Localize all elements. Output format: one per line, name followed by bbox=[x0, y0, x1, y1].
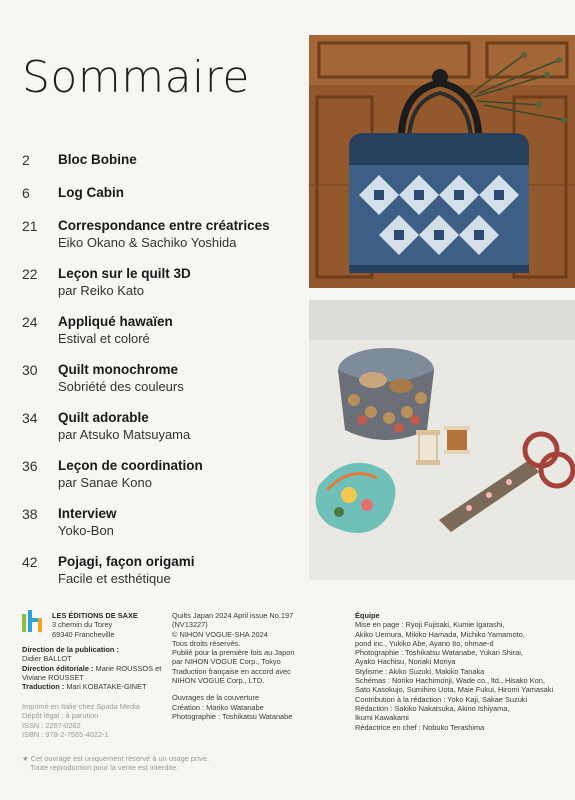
edition-line: Traduction française en accord avec bbox=[172, 666, 291, 676]
edition-line: par NIHON VOGUE Corp., Tokyo bbox=[172, 657, 281, 667]
usage-note bbox=[22, 754, 302, 773]
team-line: pond inc., Yukiko Abe, Ayano Ito, ohmae-d bbox=[355, 638, 494, 648]
toc-title: Log Cabin bbox=[58, 185, 124, 200]
toc-subtitle: par Atsuko Matsuyama bbox=[58, 427, 191, 442]
print-line: Imprimé en Italie chez Spada Media bbox=[22, 702, 140, 711]
team-line: Rédaction : Sakiko Nakatsuka, Akino Ishiyama, bbox=[355, 703, 510, 713]
toc-page-number: 30 bbox=[22, 362, 38, 378]
editorial-label: Direction éditoriale : bbox=[22, 663, 94, 673]
toc-subtitle: Eiko Okano & Sachiko Yoshida bbox=[58, 235, 237, 250]
print-line: ISSN : 2267-0262 bbox=[22, 720, 81, 730]
edition-line: Tous droits réservés. bbox=[172, 638, 241, 648]
publisher-address bbox=[52, 611, 172, 639]
toc-title: Leçon sur le quilt 3D bbox=[58, 266, 191, 281]
team-line: Stylisme : Akiko Suzuki, Makiko Tanaka bbox=[355, 666, 485, 676]
publication-staff bbox=[22, 645, 177, 691]
toc-subtitle: par Sanae Kono bbox=[58, 475, 152, 490]
toc-title: Leçon de coordination bbox=[58, 458, 203, 473]
toc-title: Correspondance entre créatrices bbox=[58, 218, 270, 233]
edition-line: NIHON VOGUE Corp., LTD. bbox=[172, 676, 265, 686]
translation-name: Mari KOBATAKE-GINET bbox=[66, 682, 147, 692]
publisher-name: LES ÉDITIONS DE SAXE bbox=[52, 611, 138, 620]
publisher-logo-icon bbox=[22, 610, 46, 632]
cover-title: Ouvrages de la couverture bbox=[172, 693, 260, 703]
sewing-notions-illustration bbox=[309, 300, 575, 580]
edition-line: Quilts Japan 2024 April issue No.197 bbox=[172, 611, 294, 620]
team-line: Sato Kasokujo, Sumihiro Uota, Maie Fukui, Hiromi Yamasaki bbox=[355, 685, 554, 695]
note-star-icon: ★ bbox=[22, 754, 29, 763]
team-credits bbox=[355, 611, 573, 732]
quilted-bag-photo bbox=[309, 35, 575, 288]
toc-page-number: 24 bbox=[22, 314, 38, 330]
quilted-bag-illustration bbox=[309, 35, 575, 288]
direction-name: Didier BALLOT bbox=[22, 654, 72, 664]
team-line: Photographie : Toshikatsu Watanabe, Yukari Shirai, bbox=[355, 648, 523, 658]
toc-subtitle: Yoko-Bon bbox=[58, 523, 114, 538]
print-line: ISBN : 978-2-7565-4022-1 bbox=[22, 729, 109, 739]
edition-line: © NIHON VOGUE-SHA 2024 bbox=[172, 629, 268, 639]
edition-line: Publié pour la première fois au Japon bbox=[172, 648, 295, 658]
toc-page-number: 6 bbox=[22, 185, 30, 201]
toc-page-number: 34 bbox=[22, 410, 38, 426]
note-line: Toute reproduction pour la vente est interdite. bbox=[30, 763, 179, 773]
toc-subtitle: Sobriété des couleurs bbox=[58, 379, 184, 394]
toc-page-number: 22 bbox=[22, 266, 38, 282]
toc-page-number: 38 bbox=[22, 506, 38, 522]
edition-line: (NV13227) bbox=[172, 620, 208, 630]
toc-subtitle: Facile et esthétique bbox=[58, 571, 171, 586]
team-line: Contribution à la rédaction : Yoko Kaji, Sakae Suzuki bbox=[355, 694, 528, 704]
toc-page-number: 36 bbox=[22, 458, 38, 474]
translation-label: Traduction : bbox=[22, 682, 65, 692]
toc-title: Bloc Bobine bbox=[58, 152, 137, 167]
toc-page-number: 2 bbox=[22, 152, 30, 168]
direction-label: Direction de la publication : bbox=[22, 645, 119, 654]
toc-title: Appliqué hawaïen bbox=[58, 314, 173, 329]
toc-page-number: 42 bbox=[22, 554, 38, 570]
print-info bbox=[22, 702, 177, 739]
team-heading: Équipe bbox=[355, 611, 380, 620]
toc-page-number: 21 bbox=[22, 218, 38, 234]
toc-subtitle: Estival et coloré bbox=[58, 331, 150, 346]
publisher-address-line: 3 chemin du Torey bbox=[52, 620, 113, 630]
toc-title: Pojagi, façon origami bbox=[58, 554, 195, 569]
team-line: Akiko Uemura, Mikiko Hamada, Michiko Yamamoto, bbox=[355, 629, 525, 639]
toc-title: Quilt adorable bbox=[58, 410, 149, 425]
cover-line: Création : Mariko Watanabe bbox=[172, 702, 264, 712]
print-line: Dépôt légal : à parution bbox=[22, 711, 99, 721]
team-line: Mise en page : Ryoji Fujisaki, Kumie Igarashi, bbox=[355, 620, 505, 630]
note-line: Cet ouvrage est uniquement réservé à un usage privé. bbox=[30, 754, 210, 763]
page-title: Sommaire bbox=[22, 52, 250, 103]
team-line: Ayako Hachisu, Noriaki Moriya bbox=[355, 657, 456, 667]
editorial-name: Marie ROUSSOS et Viviane ROUSSET bbox=[22, 663, 162, 682]
team-line: Schémas : Noriko Hachimonji, Wade co., ltd., Hisako Kon, bbox=[355, 676, 545, 686]
cover-line: Photographie : Toshikatsu Watanabe bbox=[172, 711, 293, 721]
publisher-address-line: 69340 Francheville bbox=[52, 629, 115, 639]
sewing-notions-photo bbox=[309, 300, 575, 580]
edition-info bbox=[172, 611, 347, 721]
toc-title: Interview bbox=[58, 506, 117, 521]
toc-title: Quilt monochrome bbox=[58, 362, 179, 377]
credits-footer bbox=[0, 598, 575, 800]
team-line: Rédactrice en chef : Nobuko Terashima bbox=[355, 722, 485, 732]
toc-subtitle: par Reiko Kato bbox=[58, 283, 144, 298]
team-line: Ikumi Kawakami bbox=[355, 713, 409, 723]
